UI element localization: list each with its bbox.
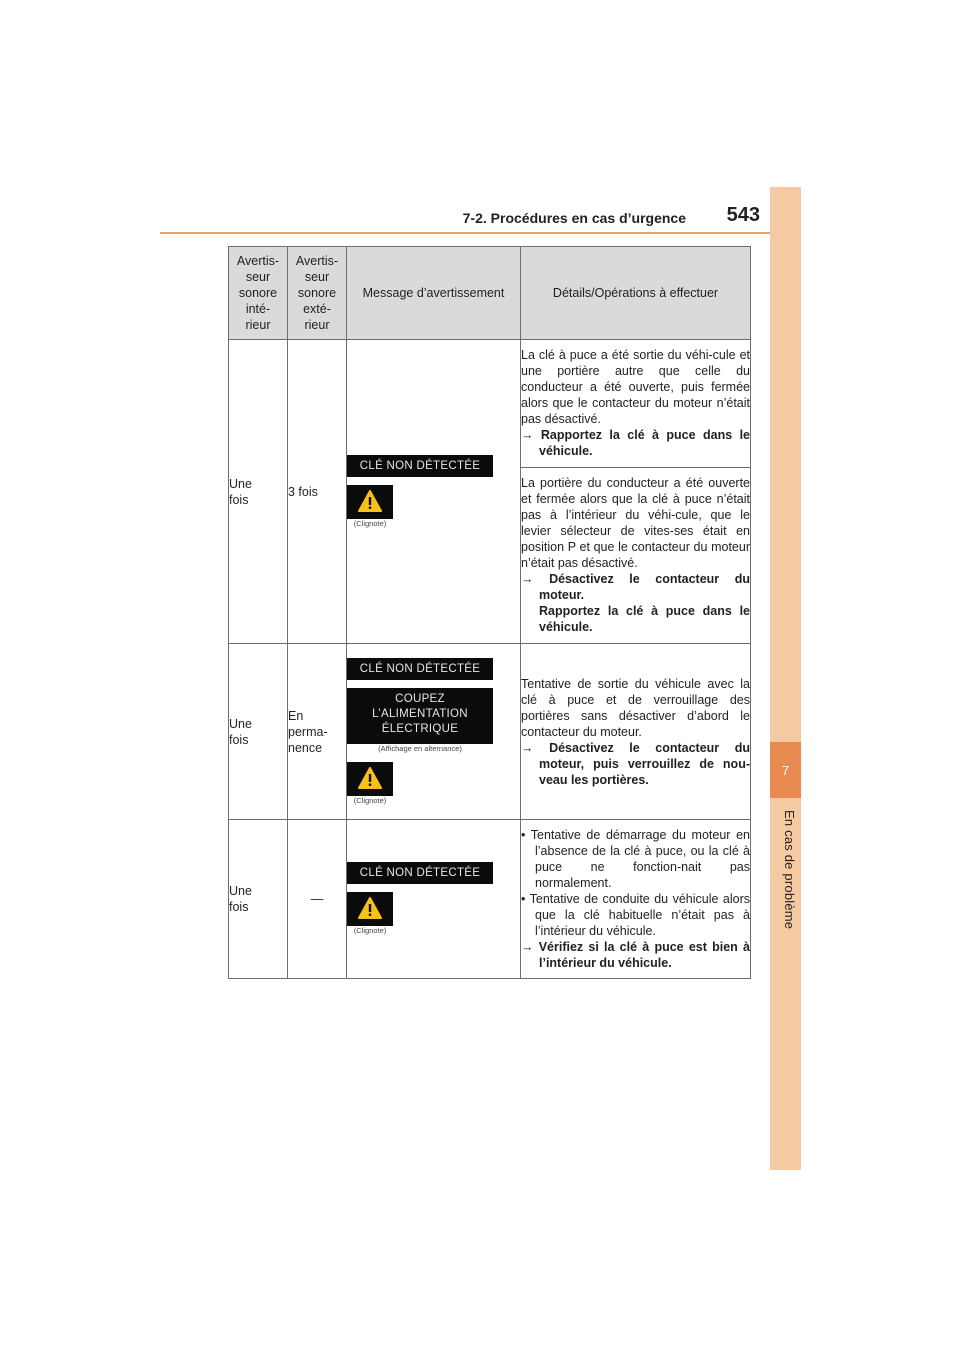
warning-triangle-icon <box>358 897 382 919</box>
header-interior-buzzer <box>229 247 288 340</box>
message-display-alternate: COUPEZ L’ALIMENTATION ÉLECTRIQUE <box>347 688 493 744</box>
warning-triangle-icon <box>358 490 382 512</box>
exterior-buzzer-value: 3 fois <box>288 484 318 499</box>
table-row <box>229 820 751 979</box>
side-band <box>770 187 801 1170</box>
exterior-buzzer-value: En perma- nence <box>288 708 328 755</box>
details-cell <box>521 340 751 468</box>
header-label: Message d’avertissement <box>362 286 505 300</box>
page-number: 543 <box>726 204 760 226</box>
table-row <box>229 340 751 468</box>
warning-display <box>347 762 393 796</box>
alternate-caption: (Affichage en alternance) <box>378 743 462 753</box>
interior-buzzer-cell <box>229 340 288 644</box>
section-title: 7-2. Procédures en cas d’urgence <box>462 210 686 226</box>
details-bullet: • Tentative de conduite du véhicule alors que la clé habituelle n’était pas à l’intérieur du véhicule. <box>521 892 750 938</box>
blink-caption: (Clignote) <box>353 926 387 935</box>
exterior-buzzer-value: — <box>310 892 324 906</box>
details-text: La clé à puce a été sortie du véhi-cule et une portière autre que celle du conducteur a été ouverte, puis fermée alors que le contacteur du moteur n’était pas désactivé. <box>521 348 750 426</box>
details-cell <box>521 644 751 820</box>
warning-message-cell <box>347 820 521 979</box>
details-text: Tentative de sortie du véhicule avec la clé à puce et de verrouillage des portières sans désactiver d’abord le contacteur du moteur. <box>521 676 750 739</box>
interior-buzzer-value: Une fois <box>229 476 252 507</box>
details-action: → Désactivez le contacteur du moteur, puis verrouillez de nou-veau les portières. <box>521 740 750 787</box>
header-details <box>521 247 751 340</box>
message-display: CLÉ NON DÉTECTÉE <box>347 658 493 680</box>
chapter-label: En cas de problème <box>782 810 797 930</box>
exterior-buzzer-cell <box>288 340 347 644</box>
details-cell <box>521 468 751 644</box>
warning-message-cell <box>347 644 521 820</box>
warning-display <box>347 485 393 519</box>
blink-caption: (Clignote) <box>353 518 387 528</box>
details-action: → Rapportez la clé à puce dans le véhicule. <box>521 428 750 458</box>
blink-caption: (Clignote) <box>353 795 387 805</box>
message-display: CLÉ NON DÉTECTÉE <box>347 455 493 477</box>
warning-table <box>228 246 751 979</box>
chapter-tab: 7 <box>770 742 801 798</box>
details-bullet: • Tentative de démarrage du moteur en l’absence de la clé à puce, ou la clé à puce ne fonction-nait pas normalement. <box>521 828 750 890</box>
header-label: Détails/Opérations à effectuer <box>552 286 719 300</box>
message-display: CLÉ NON DÉTECTÉE <box>347 862 493 884</box>
header-rule <box>160 232 800 234</box>
details-action: → Vérifiez si la clé à puce est bien à l’intérieur du véhicule. <box>521 940 750 970</box>
header-label: Avertis- seur sonore exté- rieur <box>295 254 339 332</box>
warning-triangle-icon <box>358 767 382 789</box>
header-label: Avertis- seur sonore inté- rieur <box>236 254 280 332</box>
header-exterior-buzzer <box>288 247 347 340</box>
warning-display <box>347 892 393 926</box>
interior-buzzer-value: Une fois <box>229 716 252 747</box>
table-row <box>229 644 751 820</box>
warning-message-cell <box>347 340 521 644</box>
interior-buzzer-value: Une fois <box>229 884 252 914</box>
exterior-buzzer-cell <box>288 644 347 820</box>
details-action-extra: Rapportez la clé à puce dans le véhicule. <box>539 604 750 634</box>
details-cell <box>521 820 751 979</box>
exterior-buzzer-cell <box>288 820 347 979</box>
table-header-row <box>229 247 751 340</box>
interior-buzzer-cell <box>229 820 288 979</box>
header-warning-message <box>347 247 521 340</box>
details-action: → Désactivez le contacteur du moteur. <box>521 572 750 602</box>
interior-buzzer-cell <box>229 644 288 820</box>
details-text: La portière du conducteur a été ouverte et fermée alors que la clé à puce n’était pas à l’intérieur du véhi-cule, que le levier sélecteur de vites-ses était en position P et que le contacteur du moteur n’était pas désactivé. <box>521 476 750 570</box>
